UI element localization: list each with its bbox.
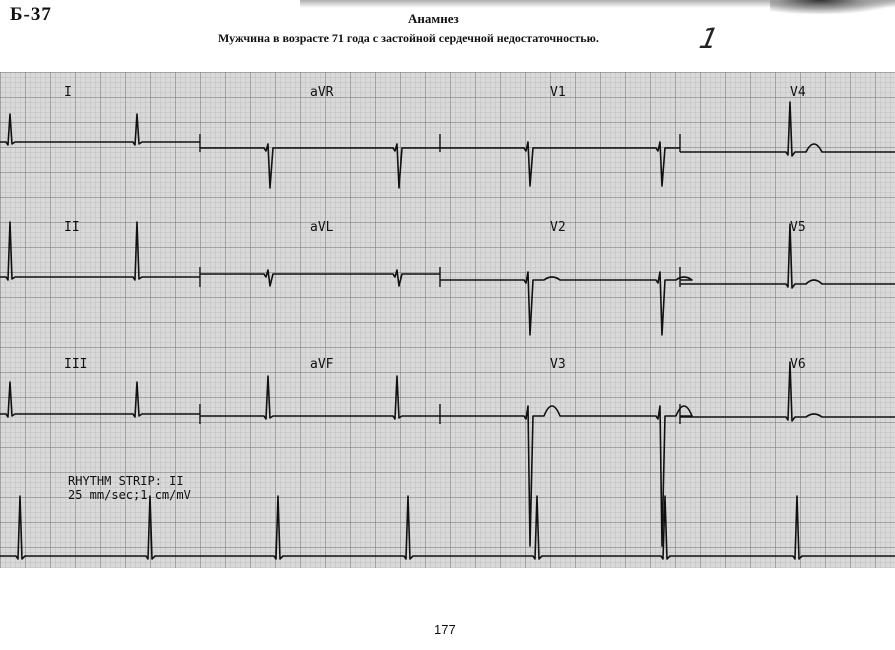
lead-label-v1: V1 <box>550 85 566 100</box>
case-caption: Мужчина в возрасте 71 года с застойной сердечной недостаточностью. <box>218 31 599 45</box>
lead-label-ii: II <box>64 220 80 235</box>
rhythm-strip-settings: 25 mm/sec;1 cm/mV <box>68 488 191 502</box>
section-title: Анамнез <box>408 11 459 26</box>
page-number: 177 <box>434 622 456 637</box>
lead-label-v3: V3 <box>550 357 566 372</box>
page-code: Б-37 <box>10 4 52 25</box>
lead-label-iii: III <box>64 357 88 372</box>
lead-label-i: I <box>64 85 72 100</box>
ecg-tracing <box>0 72 895 568</box>
rhythm-strip-label: RHYTHM STRIP: II <box>68 474 184 488</box>
lead-label-avl: aVL <box>310 220 334 235</box>
lead-label-avf: aVF <box>310 357 334 372</box>
lead-label-avr: aVR <box>310 85 334 100</box>
lead-label-v6: V6 <box>790 357 806 372</box>
lead-label-v4: V4 <box>790 85 806 100</box>
lead-label-v5: V5 <box>790 220 806 235</box>
lead-label-v2: V2 <box>550 220 566 235</box>
scan-smudge-corner <box>770 0 895 14</box>
handwritten-mark: 1 <box>696 22 722 55</box>
